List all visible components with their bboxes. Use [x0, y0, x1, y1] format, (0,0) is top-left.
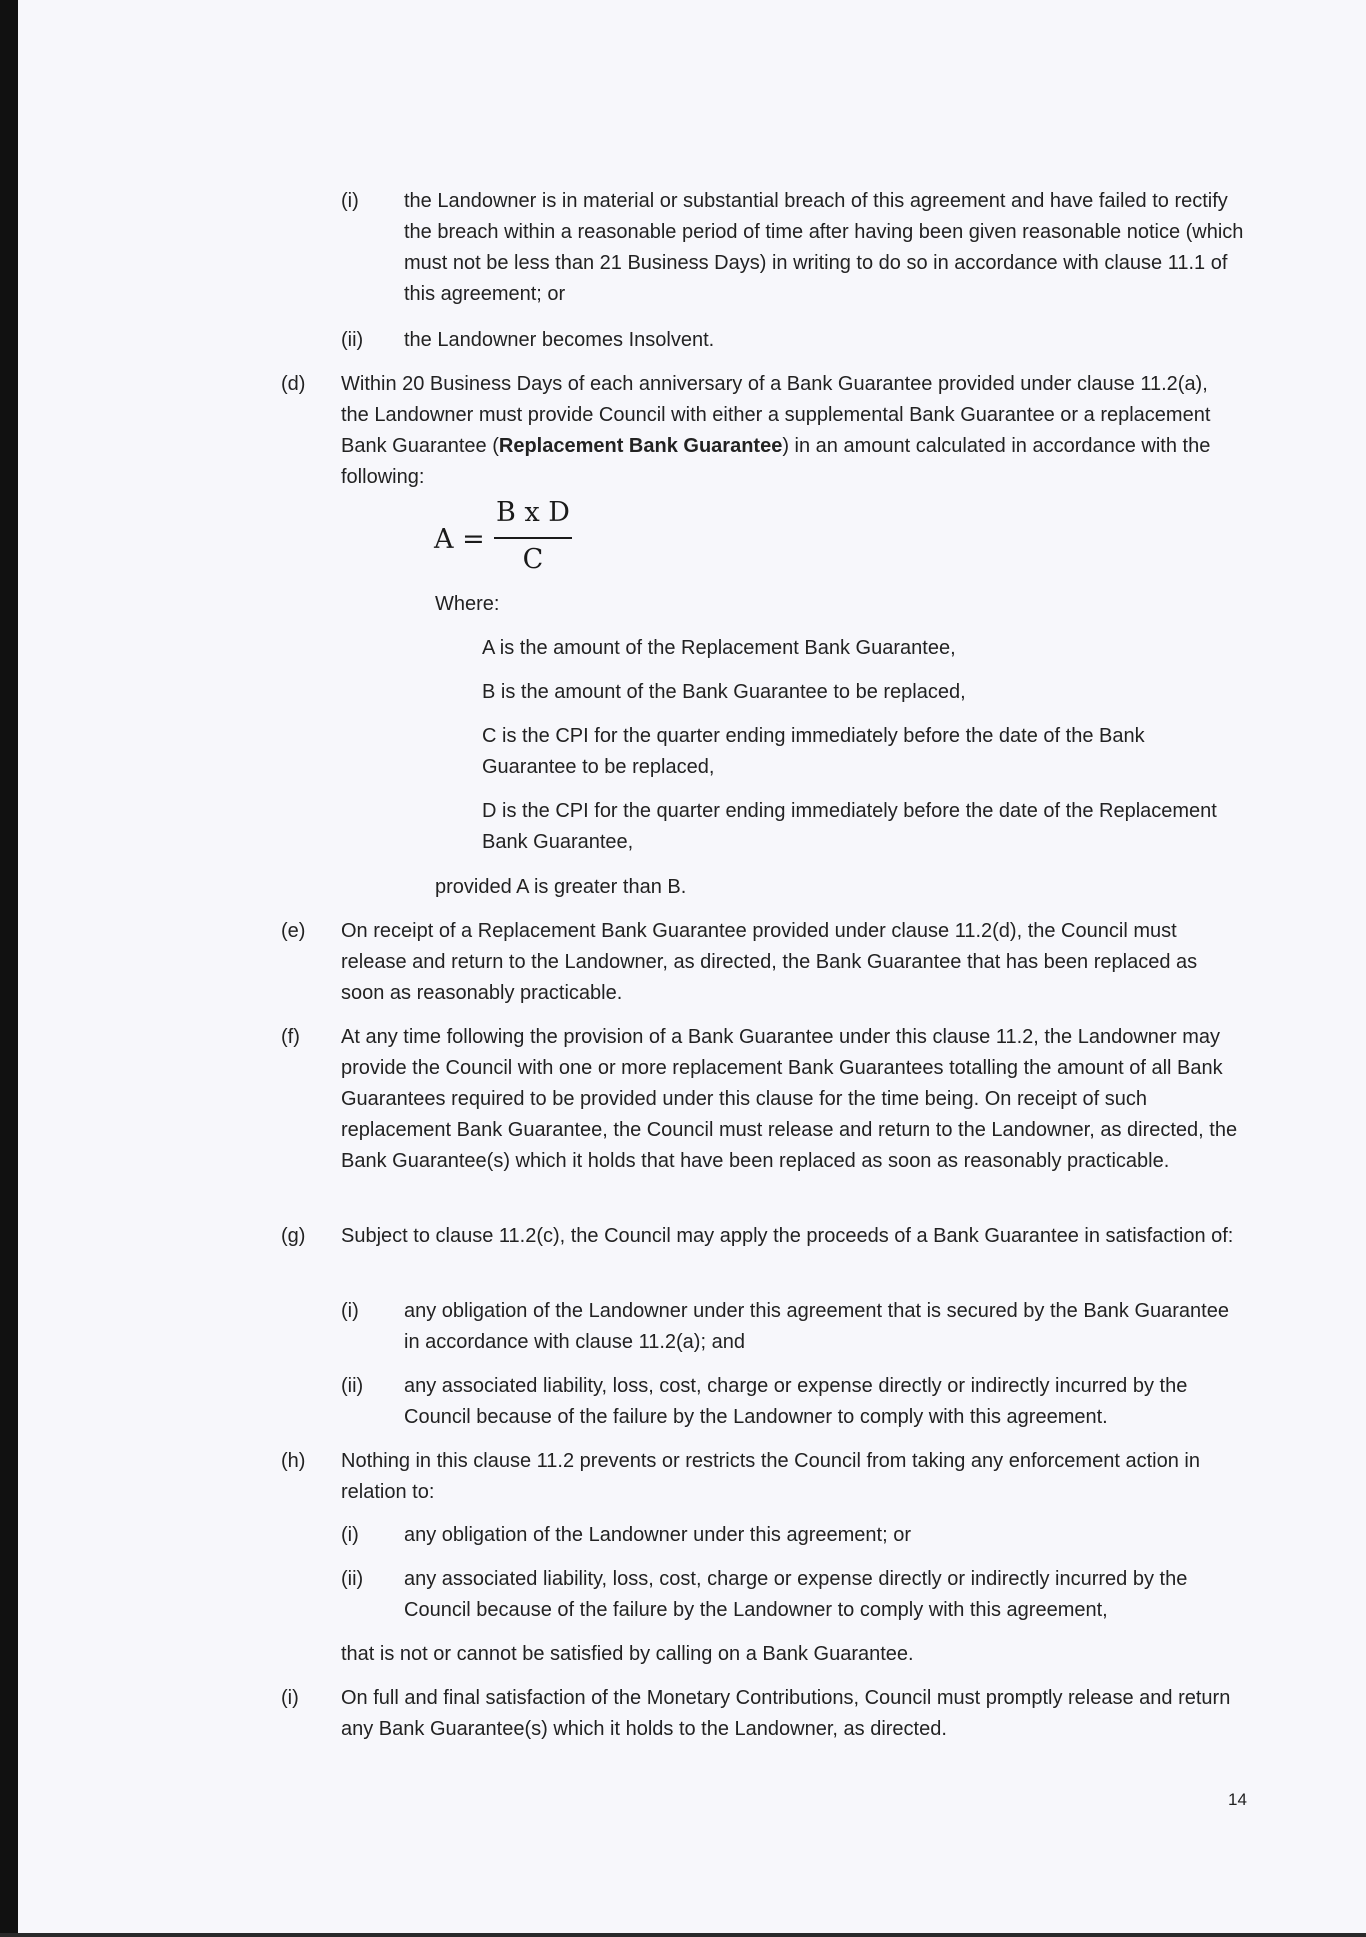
defined-term: Replacement Bank Guarantee: [498, 435, 783, 457]
where-label: Where:: [435, 593, 500, 615]
definition-d: D is the CPI for the quarter ending immediately before the date of the Replacement Bank Guarantee,: [482, 800, 1217, 853]
clause-f-text: At any time following the provision of a Bank Guarantee under this clause 11.2, the Landowner may provide the Council with one or more replacement Bank Guarantees totalling the amount of all Bank Guarantees required to be provided under this clause for the time being. On receipt of such replacement Bank Guarantee, the Council must release and return to the Landowner, as directed, the Bank Guarantee(s) which it holds that have been replaced as soon as reasonably practicable.: [341, 1026, 1238, 1172]
formula-lhs: A =: [434, 524, 485, 555]
clause-i-label: (i): [281, 1687, 299, 1709]
formula-fraction-bar: [494, 537, 572, 539]
formula-denominator: C: [522, 544, 544, 575]
clause-e-label: (e): [281, 920, 306, 942]
clause-h-ii-text: any associated liability, loss, cost, charge or expense directly or indirectly incurred by the Council because of the failure by the Landowner to comply with this agreement,: [404, 1568, 1188, 1621]
clause-i-text: On full and final satisfaction of the Monetary Contributions, Council must promptly release and return any Bank Guarantee(s) which it holds to the Landowner, as directed.: [341, 1687, 1231, 1740]
clause-g-ii-label: (ii): [341, 1375, 364, 1397]
clause-c-i-text: the Landowner is in material or substantial breach of this agreement and have failed to rectify the breach within a reasonable period of time after having been given reasonable notice (which must not be less than 21 Business Days) in writing to do so in accordance with clause 11.1 of this agreement; or: [404, 190, 1244, 305]
clause-h-closing: that is not or cannot be satisfied by calling on a Bank Guarantee.: [341, 1643, 914, 1665]
clause-c-i-label: (i): [341, 190, 359, 212]
clause-g-i-label: (i): [341, 1300, 359, 1322]
proviso: provided A is greater than B.: [435, 876, 687, 898]
clause-c-ii-text: the Landowner becomes Insolvent.: [404, 329, 715, 351]
clause-g-i-text: any obligation of the Landowner under this agreement that is secured by the Bank Guarantee in accordance with clause 11.2(a); and: [404, 1300, 1229, 1353]
clause-h-i-label: (i): [341, 1524, 359, 1546]
clause-d-label: (d): [281, 373, 306, 395]
definition-b: B is the amount of the Bank Guarantee to be replaced,: [482, 681, 966, 703]
clause-h-ii-label: (ii): [341, 1568, 364, 1590]
definition-c: C is the CPI for the quarter ending immediately before the date of the Bank Guarantee to be replaced,: [482, 725, 1145, 778]
clause-h-i-text: any obligation of the Landowner under this agreement; or: [404, 1524, 912, 1546]
clause-g-ii-text: any associated liability, loss, cost, charge or expense directly or indirectly incurred by the Council because of the failure by the Landowner to comply with this agreement.: [404, 1375, 1188, 1428]
definition-a: A is the amount of the Replacement Bank Guarantee,: [482, 637, 956, 659]
clause-f-label: (f): [281, 1026, 300, 1048]
clause-g-label: (g): [281, 1225, 306, 1247]
clause-h-text: Nothing in this clause 11.2 prevents or restricts the Council from taking any enforcement action in relation to:: [341, 1450, 1200, 1503]
formula-numerator: B x D: [496, 497, 570, 528]
clause-e-text: On receipt of a Replacement Bank Guarantee provided under clause 11.2(d), the Council must release and return to the Landowner, as directed, the Bank Guarantee that has been replaced as soon as reasonably practicable.: [341, 920, 1198, 1004]
clause-c-ii-label: (ii): [341, 329, 364, 351]
scan-bottom-edge: [0, 1933, 1366, 1937]
scan-left-edge: [0, 0, 18, 1937]
clause-h-label: (h): [281, 1450, 306, 1472]
clause-g-text: Subject to clause 11.2(c), the Council may apply the proceeds of a Bank Guarantee in satisfaction of:: [341, 1225, 1234, 1247]
clause-d-text: Within 20 Business Days of each anniversary of a Bank Guarantee provided under clause 11.2(a), the Landowner must provide Council with either a supplemental Bank Guarantee or a replacement Bank Guarantee (Replacement Bank Guarantee) in an amount calculated in accordance with the following:: [341, 373, 1211, 488]
page-number: 14: [1228, 1790, 1247, 1809]
